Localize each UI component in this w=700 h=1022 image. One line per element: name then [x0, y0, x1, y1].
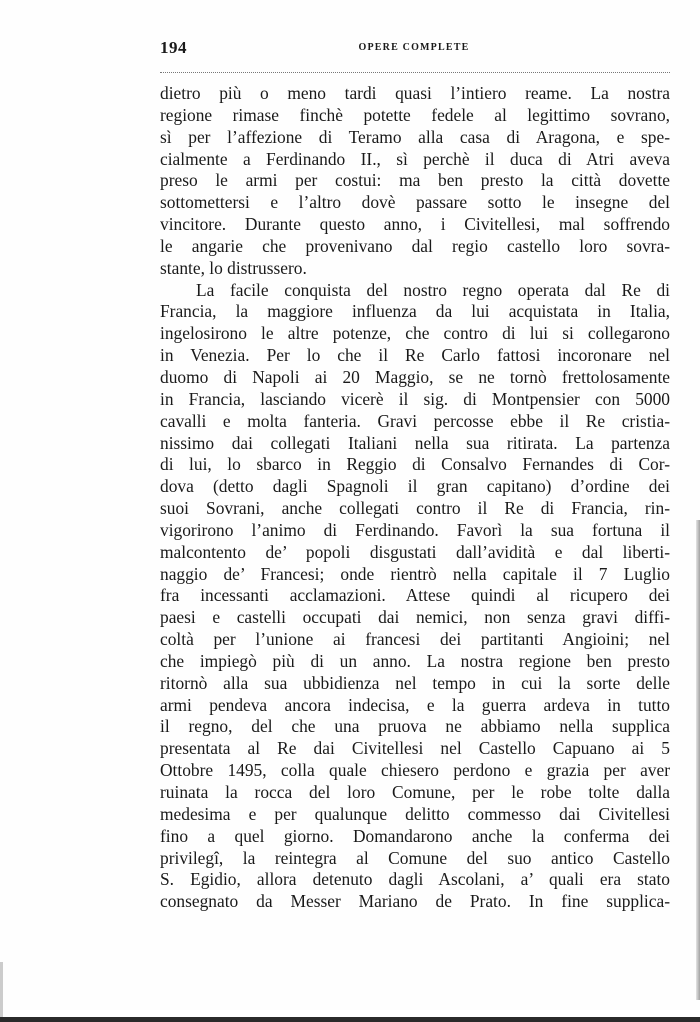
text-line: fino a quel giorno. Domandarono anche la conferma dei — [160, 825, 670, 846]
text-line: consegnato da Messer Mariano de Prato. In fine supplica- — [160, 891, 670, 912]
text-line: ritornò alla sua ubbidienza nel tempo in cui la sorte delle — [160, 672, 670, 693]
text-line: cialmente a Ferdinando II., sì perchè il duca di Atri aveva — [160, 148, 670, 169]
body-text — [160, 83, 670, 913]
running-head: OPERE COMPLETE — [358, 42, 470, 53]
text-line: preso le armi per costui: ma ben presto la città dovette — [160, 170, 670, 191]
text-line: le angarie che provenivano dal regio castello loro sovra- — [160, 235, 670, 256]
text-line: S. Egidio, allora detenuto dagli Ascolani, a’ quali era stato — [160, 869, 670, 890]
text-line: regione rimase finchè potette fedele al legittimo sovrano, — [160, 104, 670, 125]
text-line: coltà per l’unione ai francesi dei partitanti Angioini; nel — [160, 629, 670, 650]
text-line: vigorirono l’animo di Ferdinando. Favorì la sua fortuna il — [160, 519, 670, 540]
text-line: fra incessanti acclamazioni. Attese quindi al ricupero dei — [160, 585, 670, 606]
text-line: suoi Sovrani, anche collegati contro il Re di Francia, rin- — [160, 498, 670, 519]
text-line: che impiegò più di un anno. La nostra regione ben presto — [160, 650, 670, 671]
text-line: sottomettersi e l’altro dovè passare sotto le insegne del — [160, 192, 670, 213]
text-line: armi pendeva ancora indecisa, e la guerra ardeva in tutto — [160, 694, 670, 715]
text-line: sì per l’affezione di Teramo alla casa di Aragona, e spe- — [160, 126, 670, 147]
text-line: nissimo dai collegati Italiani nella sua ritirata. La partenza — [160, 432, 670, 453]
text-line: vincitore. Durante questo anno, i Civitellesi, mal soffrendo — [160, 214, 670, 235]
text-line: Francia, la maggiore influenza da lui acquistata in Italia, — [160, 301, 670, 322]
text-line: Ottobre 1495, colla quale chiesero perdono e grazia per aver — [160, 760, 670, 781]
text-line: medesima e per qualunque delitto commesso dai Civitellesi — [160, 803, 670, 824]
page-number: 194 — [160, 38, 187, 57]
text-line: stante, lo distrussero. — [160, 257, 307, 278]
text-line: privilegî, la reintegra al Comune del suo antico Castello — [160, 847, 670, 868]
text-line: malcontento de’ popoli disgustati dall’avidità e dal liberti- — [160, 541, 670, 562]
text-line: dova (detto dagli Spagnoli il gran capitano) d’ordine dei — [160, 476, 670, 497]
text-line: in Francia, lasciando vicerè il sig. di Montpensier con 5000 — [160, 388, 670, 409]
text-line: presentata al Re dai Civitellesi nel Castello Capuano ai 5 — [160, 738, 670, 759]
text-line: di lui, lo sbarco in Reggio di Consalvo Fernandes di Cor- — [160, 454, 670, 475]
page-header — [160, 38, 668, 60]
text-line: La facile conquista del nostro regno operata dal Re di — [196, 279, 670, 300]
text-line: duomo di Napoli ai 20 Maggio, se ne tornò frettolosamente — [160, 366, 670, 387]
text-line: dietro più o meno tardi quasi l’intiero reame. La nostra — [160, 83, 670, 103]
paragraph-2 — [160, 280, 670, 913]
paragraph-1 — [160, 83, 670, 280]
text-line: ingelosirono le altre potenze, che contro di lui si collegarono — [160, 323, 670, 344]
text-line: paesi e castelli occupati dai nemici, non senza gravi diffi- — [160, 607, 670, 628]
page-bottom-edge — [0, 1017, 700, 1022]
header-rule — [160, 72, 670, 73]
text-line: naggio de’ Francesi; onde rientrò nella capitale il 7 Luglio — [160, 563, 670, 584]
text-line: ruinata la rocca del loro Comune, per le robe tolte dalla — [160, 782, 670, 802]
text-line: in Venezia. Per lo che il Re Carlo fattosi incoronare nel — [160, 345, 670, 366]
text-line: il regno, del che una pruova ne abbiamo nella supplica — [160, 716, 670, 737]
page-edge-shadow — [696, 520, 700, 1000]
page-edge-shadow-left — [0, 962, 3, 1022]
text-line: cavalli e molta fanteria. Gravi percosse ebbe il Re cristia- — [160, 410, 670, 431]
